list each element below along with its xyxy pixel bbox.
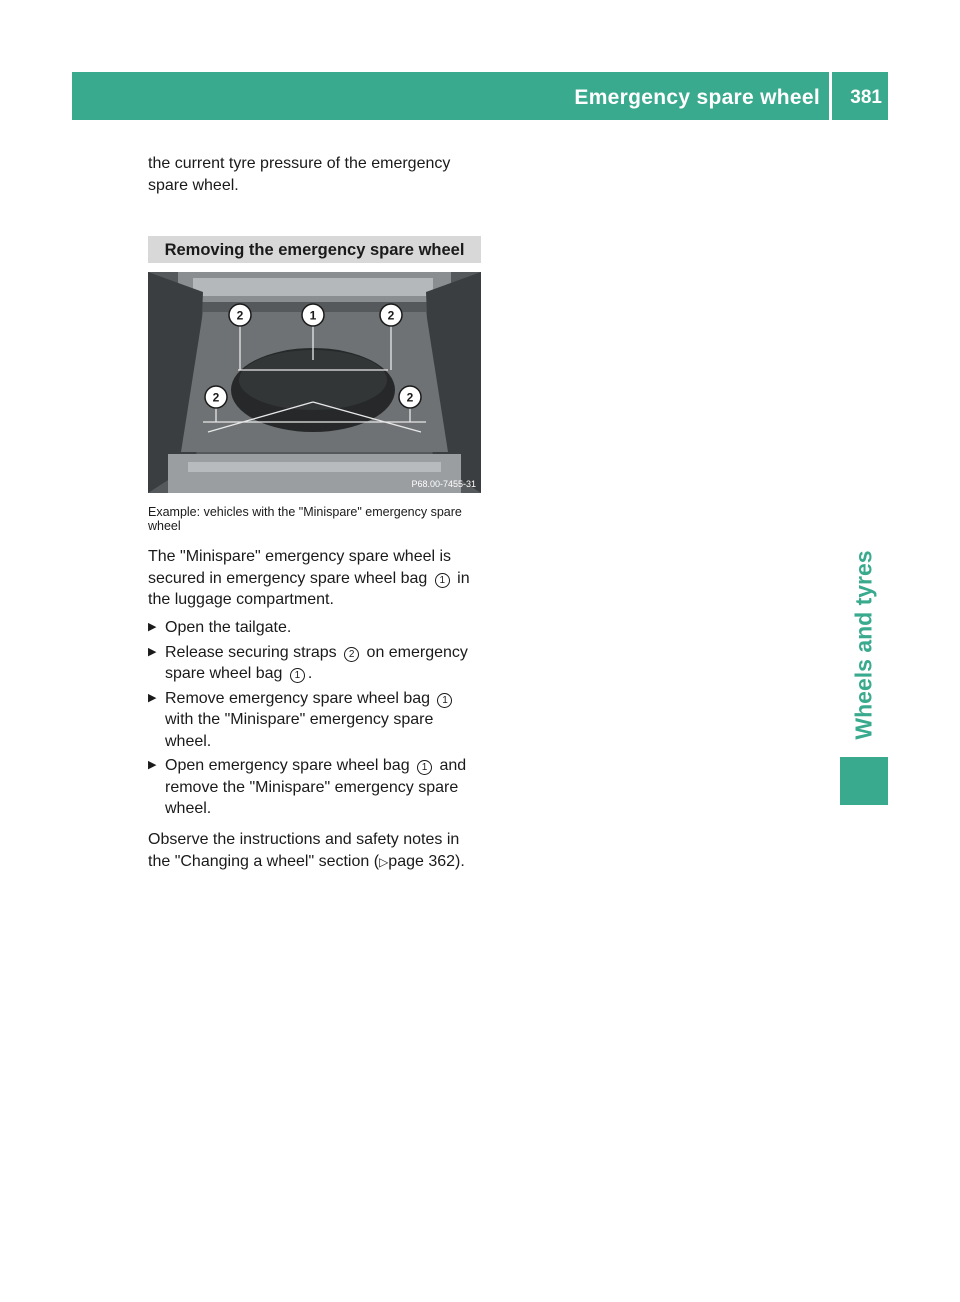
chapter-title: Emergency spare wheel bbox=[574, 86, 820, 109]
step-text: . bbox=[307, 665, 313, 682]
side-tab bbox=[840, 540, 888, 750]
step-text: with the "Minispare" emergency spare wheel. bbox=[165, 711, 434, 750]
callout-2-bottom-right bbox=[399, 386, 421, 408]
callout-label: 2 bbox=[236, 308, 244, 323]
callout-label: 1 bbox=[309, 308, 317, 323]
instruction-steps bbox=[148, 617, 481, 823]
step-text: Release securing straps bbox=[165, 643, 342, 661]
ref-number: 2 bbox=[344, 647, 359, 662]
page-ref-arrow-icon: ▷ bbox=[379, 854, 389, 869]
ref-number: 1 bbox=[437, 693, 452, 708]
step-text: Remove emergency spare wheel bag bbox=[165, 689, 435, 707]
step-open-tailgate bbox=[148, 617, 481, 639]
step-text: Open emergency spare wheel bag bbox=[165, 757, 415, 774]
step-text: Open the tailgate. bbox=[165, 619, 292, 636]
header-divider bbox=[829, 72, 832, 120]
ref-number: 1 bbox=[417, 760, 432, 775]
figure-caption: Example: vehicles with the "Minispare" emergency spare wheel bbox=[148, 505, 462, 533]
side-tab-label: Wheels and tyres bbox=[850, 550, 877, 740]
step-arrow-icon: ▶ bbox=[148, 621, 157, 633]
callout-label: 2 bbox=[406, 390, 414, 405]
callout-1-top bbox=[302, 304, 324, 326]
para-text: Observe the instructions and safety notes in the "Changing a wheel" section ( bbox=[148, 831, 460, 870]
ref-number: 1 bbox=[435, 573, 450, 588]
callout-label: 2 bbox=[212, 390, 220, 405]
header-bar bbox=[72, 72, 888, 120]
callout-label: 2 bbox=[387, 308, 395, 323]
step-arrow-icon: ▶ bbox=[148, 645, 157, 658]
side-tab-marker bbox=[840, 757, 888, 805]
page-reference-link[interactable]: page 362 bbox=[388, 852, 456, 870]
callout-2-top-left bbox=[229, 304, 251, 326]
step-text: on emergency spare wheel bag bbox=[165, 643, 468, 682]
page-number: 381 bbox=[850, 87, 882, 108]
ref-number: 1 bbox=[290, 668, 305, 683]
section-heading: Removing the emergency spare wheel bbox=[148, 236, 481, 263]
safety-note-paragraph bbox=[148, 829, 481, 873]
step-open-bag bbox=[148, 755, 481, 820]
step-arrow-icon: ▶ bbox=[148, 691, 157, 704]
luggage-compartment-figure bbox=[148, 272, 481, 493]
step-release-straps bbox=[148, 642, 481, 685]
intro-text: the current tyre pressure of the emergency spare wheel. bbox=[148, 155, 451, 194]
step-remove-bag bbox=[148, 688, 481, 753]
callout-2-top-right bbox=[380, 304, 402, 326]
para-text: in the luggage compartment. bbox=[148, 569, 470, 608]
callout-2-bottom-left bbox=[205, 386, 227, 408]
step-text: and remove the "Minispare" emergency spare wheel. bbox=[165, 757, 467, 817]
description-paragraph bbox=[148, 546, 481, 611]
step-arrow-icon: ▶ bbox=[148, 759, 157, 771]
figure-code: P68.00-7455-31 bbox=[411, 479, 476, 489]
figure-illustration bbox=[148, 272, 481, 493]
para-text: The "Minispare" emergency spare wheel is secured in emergency spare wheel bag bbox=[148, 548, 452, 587]
para-text: ). bbox=[455, 852, 465, 870]
